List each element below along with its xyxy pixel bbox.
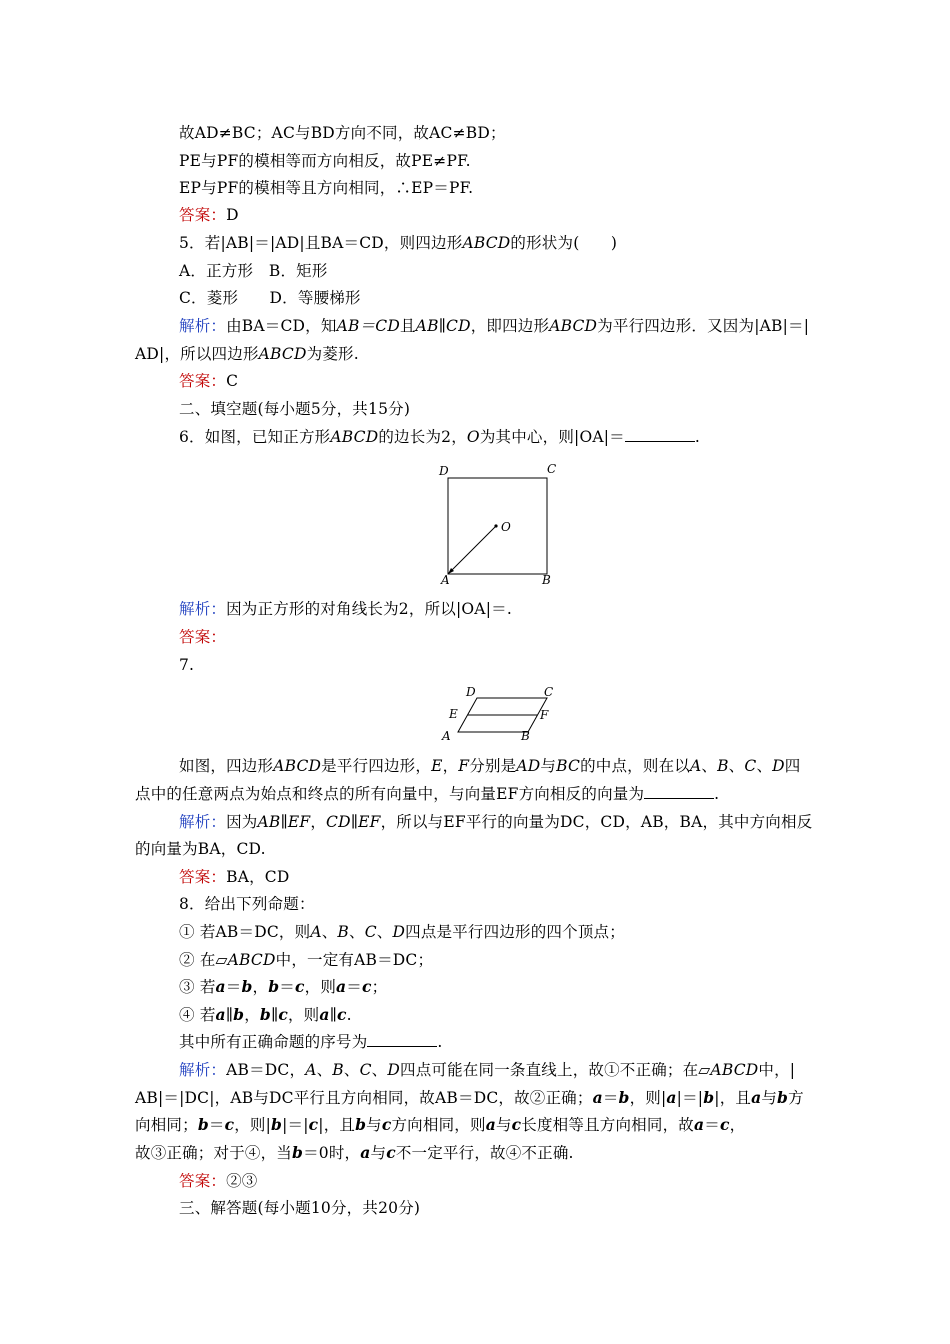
label-d: D <box>466 685 476 699</box>
solution-line: 解析：因为AB∥EF，CD∥EF，所以与EF平行的向量为DC，CD，AB，BA，其中方向相反 <box>179 813 813 831</box>
answer-label: 答案： <box>179 1172 227 1190</box>
label-b: B <box>521 729 530 742</box>
question-7-number: 7. <box>179 656 195 674</box>
answer-line: 答案：C <box>179 372 239 390</box>
solution-line: 解析：AB＝DC，A、B、C、D四点可能在同一条直线上，故①不正确；在▱ABCD中，| <box>179 1061 796 1079</box>
answer-label: 答案： <box>179 372 227 390</box>
answer-blank <box>367 1032 437 1047</box>
answer-label: 答案： <box>179 206 227 224</box>
label-o: O <box>501 520 511 534</box>
solution-line: 解析：由BA＝CD，知AB＝CD且AB∥CD，即四边形ABCD为平行四边形．又因为|AB|＝| <box>179 317 810 335</box>
answer-blank <box>625 427 695 442</box>
answer-line: 答案：②③ <box>179 1172 258 1190</box>
answer-line: 答案：D <box>179 206 239 224</box>
solution-line: 的向量为BA，CD. <box>135 840 266 858</box>
solution-label: 解析： <box>179 600 227 618</box>
question-5-options: C．菱形 D．等腰梯形 <box>179 289 361 307</box>
answer-line: 答案：BA，CD <box>179 868 290 886</box>
text-line: PE与PF的模相等而方向相反，故PE≠PF. <box>179 152 471 170</box>
proposition-1: ① 若AB＝DC，则A、B、C、D四点是平行四边形的四个顶点； <box>179 923 625 941</box>
proposition-4: ④ 若a∥b，b∥c，则a∥c. <box>179 1005 352 1024</box>
label-f: F <box>540 708 549 722</box>
label-b: B <box>542 573 551 587</box>
label-c: C <box>547 462 557 476</box>
solution-label: 解析： <box>179 813 227 831</box>
question-7: 点中的任意两点为始点和终点的所有向量中，与向量EF方向相反的向量为 . <box>135 785 720 803</box>
label-e: E <box>449 707 458 721</box>
question-8: 8．给出下列命题： <box>179 895 315 913</box>
answer-blank <box>644 784 714 799</box>
label-a: A <box>441 573 450 587</box>
solution-label: 解析： <box>179 317 227 335</box>
question-8-prompt: 其中所有正确命题的序号为 . <box>179 1033 443 1051</box>
section-heading: 三、解答题(每小题10分，共20分) <box>179 1199 421 1217</box>
section-heading: 二、填空题(每小题5分，共15分) <box>179 400 411 418</box>
proposition-3: ③ 若a＝b，b＝c，则a＝c； <box>179 977 388 996</box>
solution-label: 解析： <box>179 1061 227 1079</box>
answer-label: 答案： <box>179 628 227 646</box>
square-figure <box>430 458 570 590</box>
proposition-2: ② 在▱ABCD中，一定有AB＝DC； <box>179 951 434 969</box>
solution-line: AD|，所以四边形ABCD为菱形. <box>135 345 359 363</box>
parallelogram-figure <box>440 684 565 742</box>
center-point <box>494 524 497 527</box>
solution-line: 解析：因为正方形的对角线长为2，所以|OA|＝. <box>179 600 512 618</box>
label-d: D <box>439 464 449 478</box>
solution-line: AB|＝|DC|，AB与DC平行且方向相同，故AB＝DC，故②正确；a＝b，则|a|＝|b|，且a与b方 <box>135 1088 804 1107</box>
question-7: 如图，四边形ABCD是平行四边形，E，F分别是AD与BC的中点，则在以A、B、C、D四 <box>179 757 801 775</box>
label-a: A <box>442 729 451 742</box>
question-5-options: A．正方形 B．矩形 <box>179 262 328 280</box>
answer-line <box>179 626 226 648</box>
text-line: 故AD≠BC；AC与BD方向不同，故AC≠BD； <box>179 124 506 142</box>
answer-label: 答案： <box>179 868 227 886</box>
question-6: 6．如图，已知正方形ABCD的边长为2，O为其中心，则|OA|＝ . <box>179 428 701 446</box>
question-5: 5．若|AB|＝|AD|且BA＝CD，则四边形ABCD的形状为( ) <box>179 234 618 252</box>
text-line: EP与PF的模相等且方向相同，∴EP＝PF. <box>179 179 474 197</box>
solution-line: 故③正确；对于④，当b＝0时，a与c不一定平行，故④不正确. <box>135 1143 574 1162</box>
vector-oa <box>448 526 496 574</box>
label-c: C <box>544 685 554 699</box>
solution-line: 向相同；b＝c，则|b|＝|c|，且b与c方向相同，则a与c长度相等且方向相同，故a＝c， <box>135 1115 746 1134</box>
